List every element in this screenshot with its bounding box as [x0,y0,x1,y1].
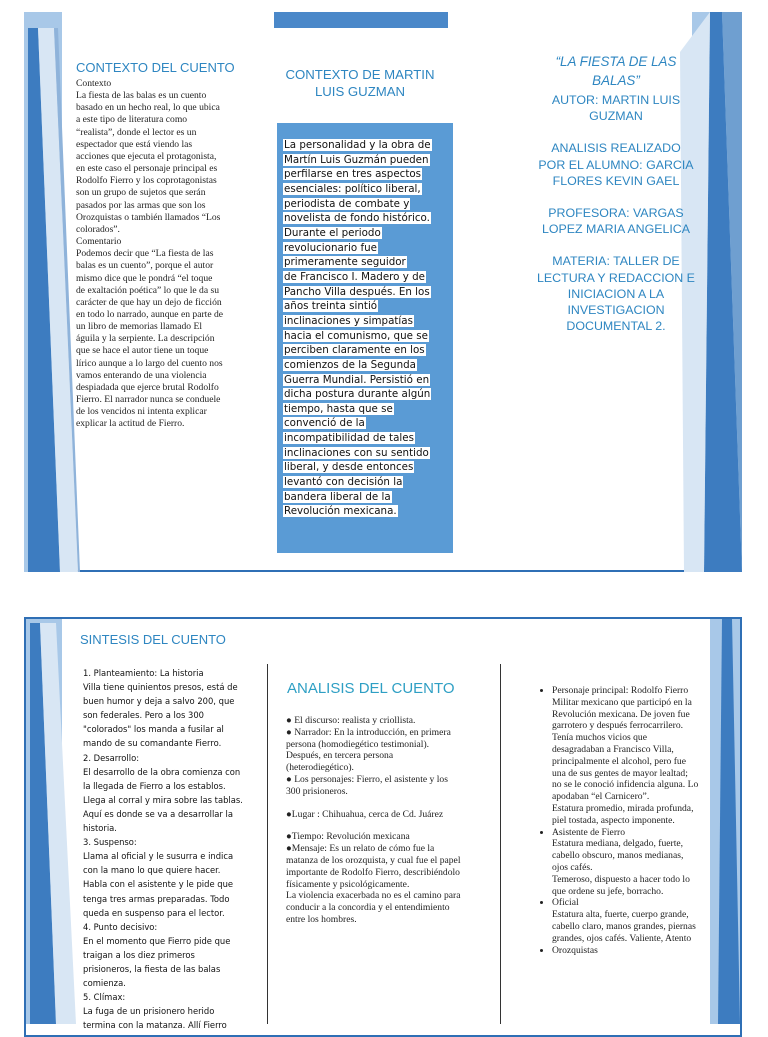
context-story-line: lírico aunque a lo largo del cuento nos [76,357,223,369]
biography-line: comienzos de la Segunda [284,358,416,371]
biography-line: revolucionario fue [284,241,377,254]
biography-line: perfilarse en tres aspectos [284,168,422,181]
left-ribbon-decoration [24,12,84,572]
biography-line: tiempo, hasta que se [284,402,393,415]
biography-line: dicha postura durante algún [284,388,431,401]
synthesis-line: tenga tres armas preparadas. Todo [83,893,230,904]
biography-line: bandera liberal de la [284,490,391,503]
synthesis-line: 4. Punto decisivo: [83,921,158,932]
context-story-line: mismo dice que le pondrá “el toque [76,272,213,284]
synthesis-text [83,666,275,1032]
context-story-line: pasados por las armas que son los [76,199,206,211]
biography-line: Guerra Mundial. Persistió en [284,373,430,386]
context-story-line: a este tipo de literatura como [76,114,188,126]
analysis-title: ANALISIS DEL CUENTO [287,680,455,697]
cover-analysis-line: POR EL ALUMNO: GARCIA [538,157,694,172]
context-story-line: Comentario [76,236,122,248]
column-divider [500,664,501,1024]
biography-line: incompatibilidad de tales [284,432,414,445]
analysis-line: ●Mensaje: Es un relato de cómo fue la [286,843,435,855]
context-story-line: balas es un cuento”, porque el autor [76,260,214,272]
biography-line: novelista de fondo histórico. [284,212,430,225]
character-line: cabello claro, manos grandes, piernas [552,920,696,932]
synthesis-line: termina con la matanza. Allí Fierro [83,1020,227,1031]
biography-line: levantó con decisión la [284,476,403,489]
context-story-line: vamos enterando de una violencia [76,369,207,381]
cover-subject-line: DOCUMENTAL 2. [566,319,666,334]
synthesis-line: historia. [83,823,117,834]
analysis-line: ● Los personajes: Fierro, el asistente y los [286,773,448,785]
cover-title [533,52,699,90]
character-line: • Personaje principal: Rodolfo Fierro [552,685,689,696]
biography-line: inclinaciones con su sentido [284,446,429,459]
synthesis-line: mando de su comandante Fierro. [83,738,222,749]
character-line: Militar mexicano que participó en la [552,696,692,708]
column-divider [267,664,268,1024]
synthesis-line: 1. Planteamiento: La historia [83,668,204,678]
analysis-line: Después, en tercera persona [286,750,394,762]
character-line: desagradaban a Francisco Villa, [552,743,674,755]
synthesis-line: Aquí es donde se va a desarrollar la [83,808,233,819]
character-line: no se le conoció infidencia alguna. Lo [552,779,699,791]
context-story-line: Orozquistas o también llamados “Los [76,211,221,223]
analysis-line: La violencia exacerbada no es el camino para [286,890,461,902]
context-story-line: Fierro. El narrador nunca se conduele [76,394,221,406]
analysis-line: matanza de los orozquista, y cual fue el papel [286,854,461,866]
character-line: apodaban “el Carnicero”. [552,791,650,803]
character-line: Revolución mexicana. De joven fue [552,708,690,720]
characters-list [536,685,726,956]
context-story-line: despiadada que ejerce brutal Rodolfo [76,381,219,393]
cover-analysis-by [533,140,699,189]
character-line: Estatura mediana, delgado, fuerte, [552,838,684,850]
synthesis-line: prisioneros, la fiesta de las balas [83,963,221,974]
cover-subject-line: MATERIA: TALLER DE [552,254,680,269]
character-line: principalmente el alcohol, pero fue [552,755,686,767]
biography-line: inclinaciones y simpatías [284,314,413,327]
character-line: Estatura promedio, mirada profunda, [552,802,694,814]
cover-teacher-line: PROFESORA: VARGAS [548,206,684,221]
context-story-line: son un grupo de sujetos que serán [76,187,206,199]
synthesis-line: comienza. [83,978,126,989]
context-story-line: acciones que ejecuta el protagonista, [76,150,217,162]
biography-line: de Francisco I. Madero y de [284,270,425,283]
analysis-line: 300 prisioneros. [286,785,348,797]
character-item [552,945,726,957]
context-story-line: La fiesta de las balas es un cuento [76,90,207,102]
analysis-line: persona (homodiegético testimonial). [286,738,430,750]
context-story-line: Rodolfo Fierro y los coprotagonistas [76,175,217,187]
synthesis-line: son federales. Pero a los 300 [83,710,204,721]
cover-teacher-line: LOPEZ MARIA ANGELICA [541,222,691,237]
cover-author-line: GUZMAN [589,109,643,124]
analysis-line: importante de Rodolfo Fierro, describiéndolo [286,866,460,878]
synthesis-line: Llama al oficial y le susurra e indica [83,851,234,862]
context-story-line: que se hace el autor tiene un toque [76,345,209,357]
synthesis-line: Llega al corral y mira sobre las tablas. [83,794,243,805]
context-story-line: un libro de memorias llamado El [76,321,203,333]
synthesis-line: 2. Desarrollo: [83,752,140,763]
analysis-text [286,715,486,926]
biography-line: primeramente seguidor [284,256,406,269]
biography-line: años treinta sintió [284,300,378,313]
context-author-title-line: LUIS GUZMAN [314,84,406,99]
synthesis-line: la llegada de Fierro a los establos. [83,780,226,791]
cover-title-line: “LA FIESTA DE LAS [555,54,677,69]
author-biography-text [283,138,446,519]
context-story-title: CONTEXTO DEL CUENTO [76,60,235,75]
synthesis-line: queda en suspenso para el lector. [83,907,225,918]
character-line: una de sus gentes de mayor lealtad; [552,767,688,779]
context-story-line: Contexto [76,78,112,89]
analysis-line: ● Narrador: En la introducción, en primera [286,726,451,738]
top-accent-bar [274,12,448,28]
analysis-place: ●Lugar : Chihuahua, cerca de Cd. Juárez [286,808,444,820]
context-story-text [76,78,268,431]
context-story-line: en este caso el personaje principal es [76,163,218,175]
context-author-title [277,66,443,100]
cover-teacher [533,205,699,237]
synthesis-line: traigan a los diez primeros [83,949,195,960]
left-ribbon-decoration-2 [26,619,86,1024]
context-story-line: colorados”. [76,223,120,235]
biography-line: Revolución mexicana. [284,505,397,518]
analysis-line: (heterodiegético). [286,762,354,774]
context-story-line: espectador que está viendo las [76,138,193,150]
analysis-line: ● El discurso: realista y criollista. [286,715,416,726]
analysis-line: ●Tiempo: Revolución mexicana [286,831,410,843]
biography-line: La personalidad y la obra de [284,139,431,151]
analysis-line: conducir a la concordia y el entendimiento [286,902,450,914]
character-item [552,827,726,898]
synthesis-line: con la mano lo que quiere hacer. [83,865,221,876]
synthesis-line: 3. Suspenso: [83,837,137,848]
analysis-line: entre los hombres. [286,913,357,925]
cover-author [533,92,699,124]
author-biography-box [277,123,453,553]
biography-line: Durante el periodo [284,226,381,239]
context-story-line: de exaltación poética” lo que le da su [76,284,220,296]
cover-title-line: BALAS” [592,73,640,88]
character-line: Estatura alta, fuerte, cuerpo grande, [552,909,689,921]
context-story-line: explicar la actitud de Fierro. [76,418,185,430]
synthesis-line: El desarrollo de la obra comienza con [83,766,241,777]
context-author-title-line: CONTEXTO DE MARTIN [285,67,435,82]
cover-subject [533,253,699,334]
biography-line: perciben claramente en los [284,344,425,357]
synthesis-line: La fuga de un prisionero herido [83,1006,215,1017]
biography-line: convenció de la [284,417,365,430]
context-story-line: basado en un hecho real, lo que ubica [76,102,220,114]
context-story-line: “realista”, donde el lector es un [76,126,197,138]
character-line: cabello obscuro, manos medianas, [552,850,684,862]
character-line: • Orozquistas [552,944,598,956]
biography-line: liberal, y desde entonces [284,461,414,474]
context-story-line: de los vencidos ni intenta explicar [76,406,207,418]
context-story-line: carácter de que hay un dejo de ficción [76,296,222,308]
character-line: piel tostada, aspecto imponente. [552,814,675,826]
synthesis-line: "colorados" los manda a fusilar al [83,724,224,735]
cover-subject-line: LECTURA Y REDACCION E [537,270,695,285]
character-line: garrotero y después ferrocarrilero. [552,720,684,732]
character-item [552,685,726,827]
cover-subject-line: INVESTIGACION [567,303,665,318]
synthesis-line: En el momento que Fierro pide que [83,935,231,946]
biography-line: esenciales: político liberal, [284,182,421,195]
character-item [552,897,726,944]
character-line: grandes, ojos cafés. Valiente, Atento [552,932,692,944]
cover-analysis-line: FLORES KEVIN GAEL [552,173,680,188]
character-line: que ordene su jefe, borracho. [552,885,664,897]
character-line: ojos cafés. [552,861,593,873]
context-story-line: en todo lo narrado, aunque en parte de [76,308,224,320]
cover-subject-line: INICIACION A LA [567,286,665,301]
biography-line: Pancho Villa después. En los [284,285,430,298]
context-story-line: Podemos decir que “La fiesta de las [76,248,214,260]
cover-analysis-line: ANALISIS REALIZADO [551,141,681,156]
synthesis-title: SINTESIS DEL CUENTO [80,632,226,647]
synthesis-line: 5. Clímax: [83,992,126,1003]
context-story-line: águila y la serpiente. La descripción [76,333,215,345]
synthesis-line: Villa tiene quinientos presos, está de [83,682,238,693]
analysis-line: físicamente y psicológicamente. [286,878,410,890]
character-line: • Oficial [552,897,579,909]
biography-line: Martín Luis Guzmán pueden [284,153,429,166]
biography-line: periodista de combate y [284,197,410,210]
biography-line: hacia el comunismo, que se [284,329,428,342]
character-line: Temeroso, dispuesto a hacer todo lo [552,873,690,885]
character-line: Tenía muchos vicios que [552,732,647,744]
synthesis-line: Habla con el asistente y le pide que [83,879,234,890]
synthesis-line: buen humor y deja a salvo 200, que [83,696,235,707]
cover-author-line: AUTOR: MARTIN LUIS [551,93,681,107]
cover-panel [533,52,699,350]
character-line: • Asistente de Fierro [552,826,626,838]
